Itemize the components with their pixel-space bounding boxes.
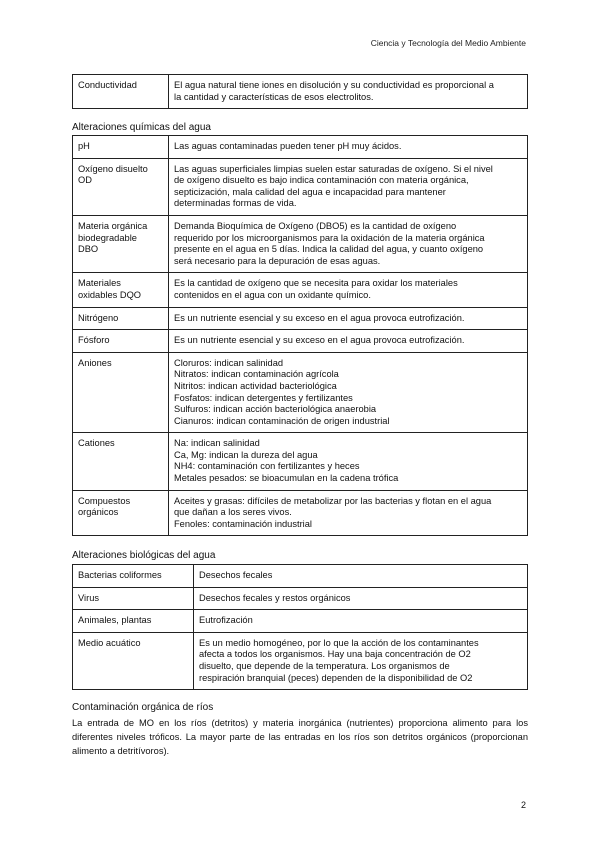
row-value: Aceites y grasas: difíciles de metabolizar por las bacterias y flotan en el agua que dañan a los seres vivos. Fenoles: contaminación industrial — [169, 490, 528, 536]
row-key: Materiales oxidables DQO — [73, 273, 169, 307]
row-value: Es un nutriente esencial y su exceso en el agua provoca eutrofización. — [169, 307, 528, 330]
row-key: Oxígeno disuelto OD — [73, 158, 169, 215]
row-value: Eutrofización — [194, 610, 528, 633]
table-row — [73, 215, 528, 272]
row-value: Es la cantidad de oxígeno que se necesita para oxidar los materiales contenidos en el agua con un oxidante químico. — [169, 273, 528, 307]
table-row — [73, 136, 528, 159]
table-row — [73, 433, 528, 490]
row-key: Compuestos orgánicos — [73, 490, 169, 536]
biological-section-title: Alteraciones biológicas del agua — [72, 550, 216, 561]
row-key: Aniones — [73, 352, 169, 433]
table-row — [73, 610, 528, 633]
row-key: pH — [73, 136, 169, 159]
table-row — [73, 158, 528, 215]
row-key: Fósforo — [73, 330, 169, 353]
table-row — [73, 273, 528, 307]
table-row — [73, 307, 528, 330]
row-value: Na: indican salinidad Ca, Mg: indican la dureza del agua NH4: contaminación con fertilizantes y heces Metales pesados: se bioacumulan en la cadena trófica — [169, 433, 528, 490]
row-key: Bacterias coliformes — [73, 565, 194, 588]
chemical-alterations-table — [72, 135, 528, 536]
row-value: Cloruros: indican salinidad Nitratos: indican contaminación agrícola Nitritos: indican actividad bacteriológica Fosfatos: indican detergentes y fertilizantes Sulfuros: indican acción bacteriológica anaerobia Cianuros: indican contaminación de origen industrial — [169, 352, 528, 433]
biological-alterations-table — [72, 564, 528, 690]
chemical-section-title: Alteraciones químicas del agua — [72, 122, 211, 133]
row-value: Las aguas superficiales limpias suelen estar saturadas de oxígeno. Si el nivel de oxígeno disuelto es bajo indica contaminación con materia orgánica, septicización, mala calidad del agua e incapacidad para mantener determinadas formas de vida. — [169, 158, 528, 215]
rivers-paragraph: La entrada de MO en los ríos (detritos) y materia inorgánica (nutrientes) proporciona alimento para los diferentes niveles tróficos. La mayor parte de las entradas en los ríos son detritos orgánicos (proporcionan alimento a detritívoros). — [72, 718, 528, 756]
conductivity-table — [72, 74, 528, 109]
row-value: Es un medio homogéneo, por lo que la acción de los contaminantes afecta a todos los organismos. Hay una baja concentración de O2 disuelto, que depende de la temperatura. Los organismos de respiración branquial (peces) dependen de la disponibilidad de O2 — [194, 632, 528, 689]
page-number: 2 — [520, 800, 526, 810]
row-value: Desechos fecales y restos orgánicos — [194, 587, 528, 610]
row-key: Animales, plantas — [73, 610, 194, 633]
row-value: Las aguas contaminadas pueden tener pH muy ácidos. — [169, 136, 528, 159]
row-value: El agua natural tiene iones en disolución y su conductividad es proporcional a la cantidad y características de esos electrolitos. — [169, 75, 528, 109]
rivers-section-title: Contaminación orgánica de ríos — [72, 702, 214, 713]
table-row — [73, 330, 528, 353]
table-row — [73, 490, 528, 536]
row-value: Demanda Bioquímica de Oxígeno (DBO5) es la cantidad de oxígeno requerido por los microorganismos para la oxidación de la materia orgánica presente en el agua en 5 días. Indica la calidad del agua, y cuanto oxígeno será necesario para la depuración de esas aguas. — [169, 215, 528, 272]
table-row — [73, 587, 528, 610]
table-row — [73, 352, 528, 433]
row-value: Desechos fecales — [194, 565, 528, 588]
row-key: Medio acuático — [73, 632, 194, 689]
page-header: Ciencia y Tecnología del Medio Ambiente — [370, 38, 526, 48]
row-key: Materia orgánica biodegradable DBO — [73, 215, 169, 272]
row-key: Virus — [73, 587, 194, 610]
table-row — [73, 565, 528, 588]
row-key: Conductividad — [73, 75, 169, 109]
row-key: Cationes — [73, 433, 169, 490]
table-row — [73, 632, 528, 689]
row-key: Nitrógeno — [73, 307, 169, 330]
table-row — [73, 75, 528, 109]
row-value: Es un nutriente esencial y su exceso en el agua provoca eutrofización. — [169, 330, 528, 353]
